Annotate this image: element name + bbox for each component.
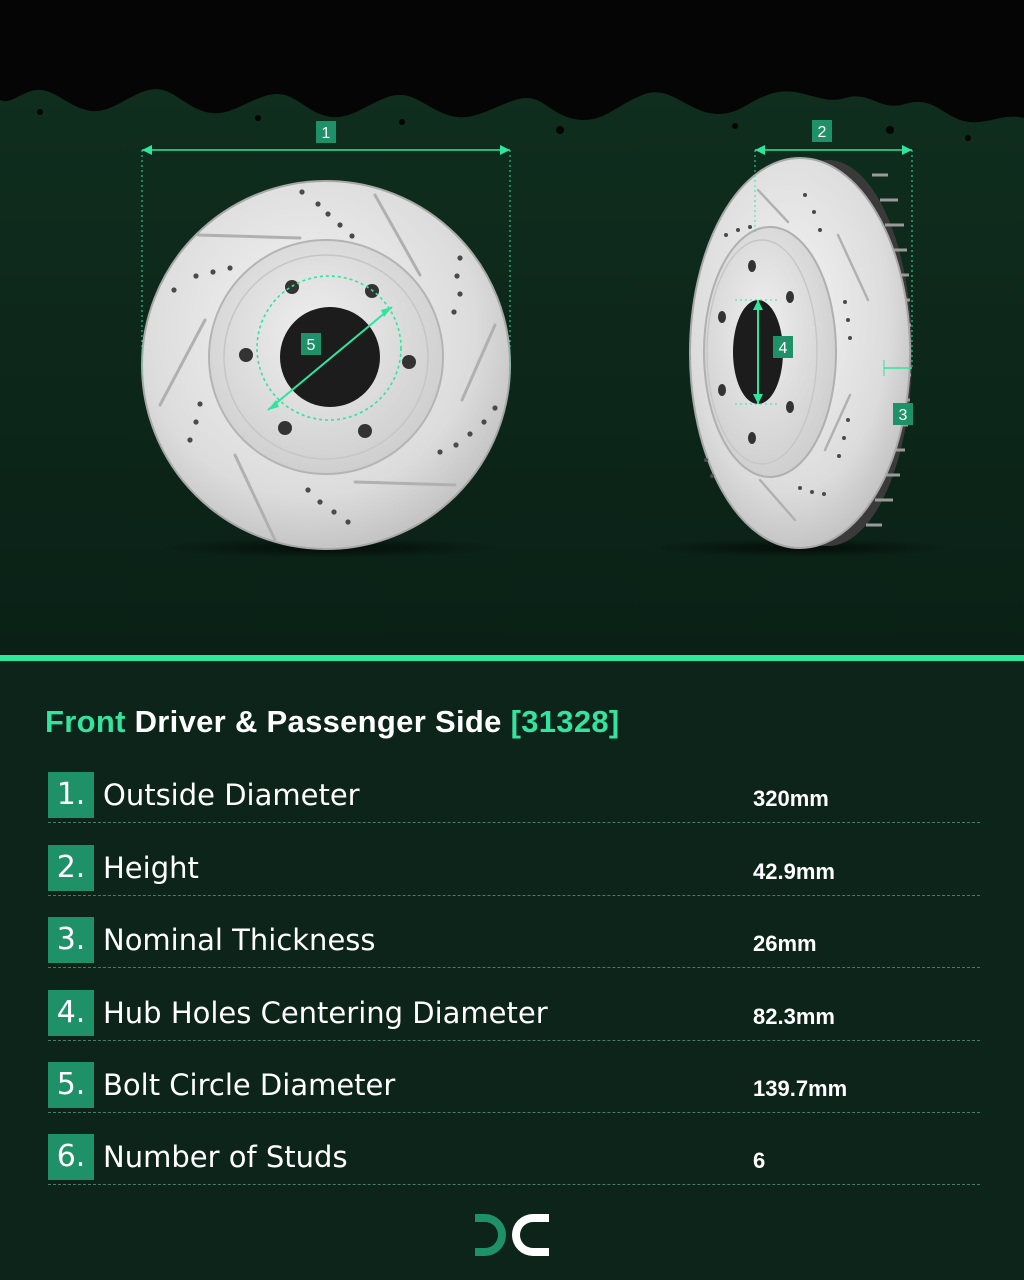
front-rotor <box>142 181 510 549</box>
spec-row-height <box>48 845 980 896</box>
spec-label: Number of Studs <box>103 1140 348 1174</box>
spec-label: Nominal Thickness <box>103 923 376 957</box>
spec-value: 26mm <box>753 931 817 956</box>
side-rotor <box>690 158 912 548</box>
callout-3 <box>893 403 913 425</box>
svg-text:3: 3 <box>898 407 908 424</box>
spec-label: Outside Diameter <box>103 778 360 812</box>
callout-2 <box>812 120 832 142</box>
callout-4 <box>773 336 793 358</box>
spec-row-hub-hole-diameter <box>48 990 980 1041</box>
spec-row-number-of-studs <box>48 1134 980 1185</box>
spec-number: 6. <box>48 1134 94 1180</box>
spec-row-bolt-circle-diameter <box>48 1062 980 1113</box>
svg-text:5: 5 <box>306 337 316 354</box>
spec-number: 4. <box>48 990 94 1036</box>
spec-value: 42.9mm <box>753 859 835 884</box>
spec-label: Bolt Circle Diameter <box>103 1068 396 1102</box>
accent-divider <box>0 655 1024 661</box>
heading-position: Front <box>45 704 126 739</box>
spec-number: 5. <box>48 1062 94 1108</box>
spec-value: 320mm <box>753 786 829 811</box>
spec-row-nominal-thickness <box>48 917 980 968</box>
spec-row-outside-diameter <box>48 772 980 823</box>
dc-brand-logo-icon <box>471 1210 553 1260</box>
svg-text:2: 2 <box>817 124 827 141</box>
spec-number: 3. <box>48 917 94 963</box>
spec-value: 6 <box>753 1148 766 1173</box>
spec-number: 2. <box>48 845 94 891</box>
spec-label: Height <box>103 851 199 885</box>
heading-part-number: [31328] <box>510 704 620 739</box>
svg-text:1: 1 <box>321 125 331 142</box>
callout-1 <box>316 121 336 143</box>
svg-text:4: 4 <box>778 340 788 357</box>
spec-number: 1. <box>48 772 94 818</box>
callout-5 <box>301 333 321 355</box>
heading-side: Driver & Passenger Side <box>134 704 502 739</box>
spec-value: 82.3mm <box>753 1004 835 1029</box>
spec-label: Hub Holes Centering Diameter <box>103 996 548 1030</box>
spec-heading <box>45 704 620 740</box>
spec-value: 139.7mm <box>753 1076 848 1101</box>
